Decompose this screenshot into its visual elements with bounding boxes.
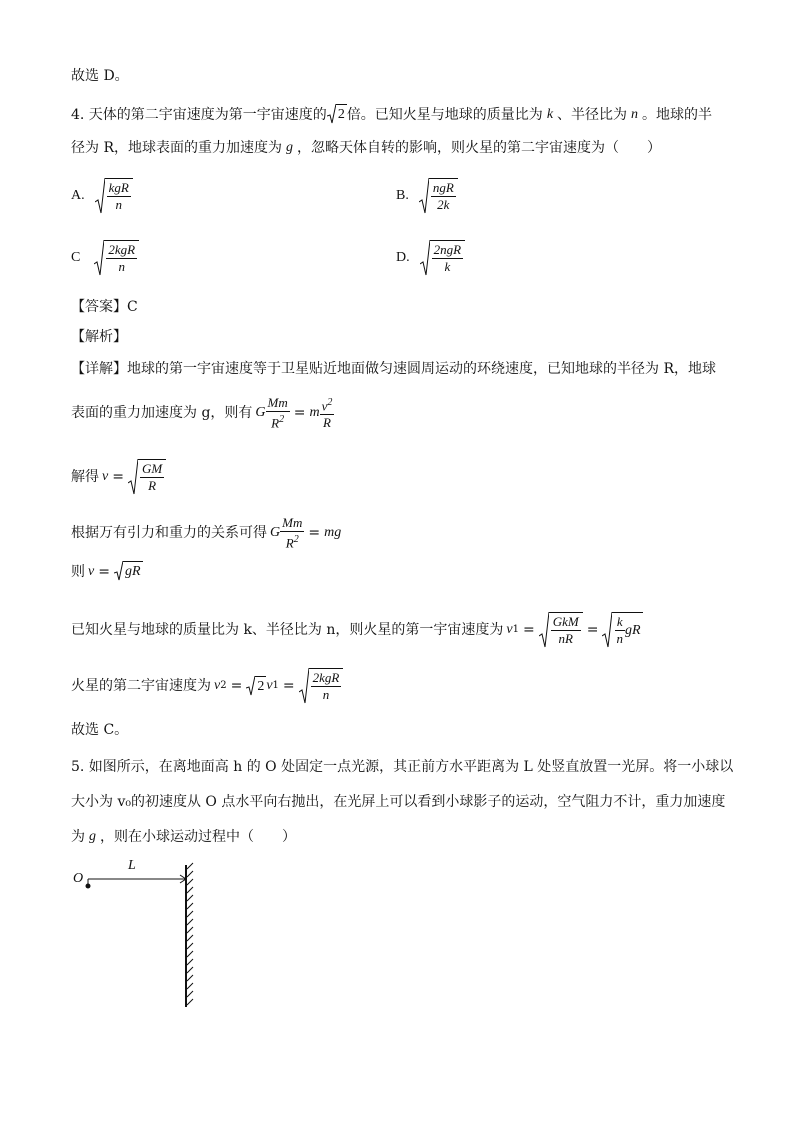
relation-line: 根据万有引力和重力的关系可得 G $\frac{Mm}{R^2}$ = mg [71,515,342,551]
figure-light-source-screen [70,855,200,1015]
q4-text-b: 倍。已知火星与地球的质量比为 [346,106,543,123]
q4-text-a: 4. 天体的第二宇宙速度为第一宇宙速度的 [71,106,327,123]
answer-line: 【答案】C [71,299,138,315]
solve-line: 解得 v = $\frac{GM}{R}$ [71,459,166,495]
q4-text-c: 、半径比为 [557,106,628,123]
q5-line2: 大小为 v₀的初速度从 O 点水平向右抛出，在光屏上可以看到小球影子的运动，空气阻力不计，重力加速度 [71,794,726,810]
sqrt2: 2 [327,104,347,125]
option-d-label: D. [396,250,410,265]
q4-line1: 4. 天体的第二宇宙速度为第一宇宙速度的 2 倍。已知火星与地球的质量比为 k 、半径比为 n 。地球的半 [71,104,712,125]
option-c-label: C [71,250,81,265]
q4-text-f: ，忽略天体自转的影响，则火星的第二宇宙速度为（ ） [297,140,661,156]
mars-second-velocity-line: 火星的第二宇宙速度为 v 2 = 2 v 1 = $\frac{\text{2kgR}}{n}$ [71,668,343,704]
option-a[interactable]: A. $\frac{\text{kgR}}{n}$ [71,178,133,214]
mars-first-velocity-line: 已知火星与地球的质量比为 k、半径比为 n，则火星的第一宇宙速度为 v 1 = $\frac{\text{GkM}}{nR}$ = $\frac{k}{n}$ gR [71,614,641,646]
q4-text-e: 径为 R，地球表面的重力加速度为 [71,140,282,156]
analysis-heading: 【解析】 [71,329,127,345]
q5-line3-b: ，则在小球运动过程中（ ） [100,829,296,845]
q4-line2: 径为 R，地球表面的重力加速度为 g ，忽略天体自转的影响，则火星的第二宇宙速度为（ ） [71,140,661,156]
solve-text: 解得 [71,469,99,485]
figure-label-L: L [128,858,136,873]
detail-line2: 表面的重力加速度为 g，则有 G $\frac{Mm}{R^2}$ = m $\frac{v^2}{R}$ [71,395,333,431]
screen-hatching [187,863,193,1005]
option-b[interactable]: B. $\frac{\text{ngR}}{2k}$ [396,178,458,214]
option-d[interactable]: D. $\frac{\text{2ngR}}{k}$ [396,240,465,276]
mars2-text: 火星的第二宇宙速度为 [71,678,211,694]
q4-text-d: 。地球的半 [642,106,713,123]
then-text: 则 [71,563,85,580]
figure-label-O: O [73,871,84,886]
mars1-text: 已知火星与地球的质量比为 k、半径比为 n，则火星的第一宇宙速度为 [71,622,504,638]
option-a-label: A. [71,188,85,203]
relation-text: 根据万有引力和重力的关系可得 [71,525,267,542]
option-b-label: B. [396,188,409,203]
option-c[interactable]: C $\frac{\text{2kgR}}{n}$ [71,240,139,276]
detail-line2-text: 表面的重力加速度为 g，则有 [71,405,253,422]
q5-line3-a: 为 [71,829,85,845]
figure-svg [70,855,200,1015]
previous-conclusion: 故选 D。 [71,68,129,84]
conclusion-line: 故选 C。 [71,722,129,738]
q5-line1: 5. 如图所示，在离地面高 h 的 O 处固定一点光源，其正前方水平距离为 L 处竖直放置一光屏。将一小球以 [71,759,734,775]
q5-line3: 为 g ，则在小球运动过程中（ ） [71,829,296,845]
then-line: 则 v = gR [71,561,143,582]
detail-line1: 【详解】地球的第一宇宙速度等于卫星贴近地面做匀速圆周运动的环绕速度，已知地球的半径为 R，地球 [71,361,716,377]
